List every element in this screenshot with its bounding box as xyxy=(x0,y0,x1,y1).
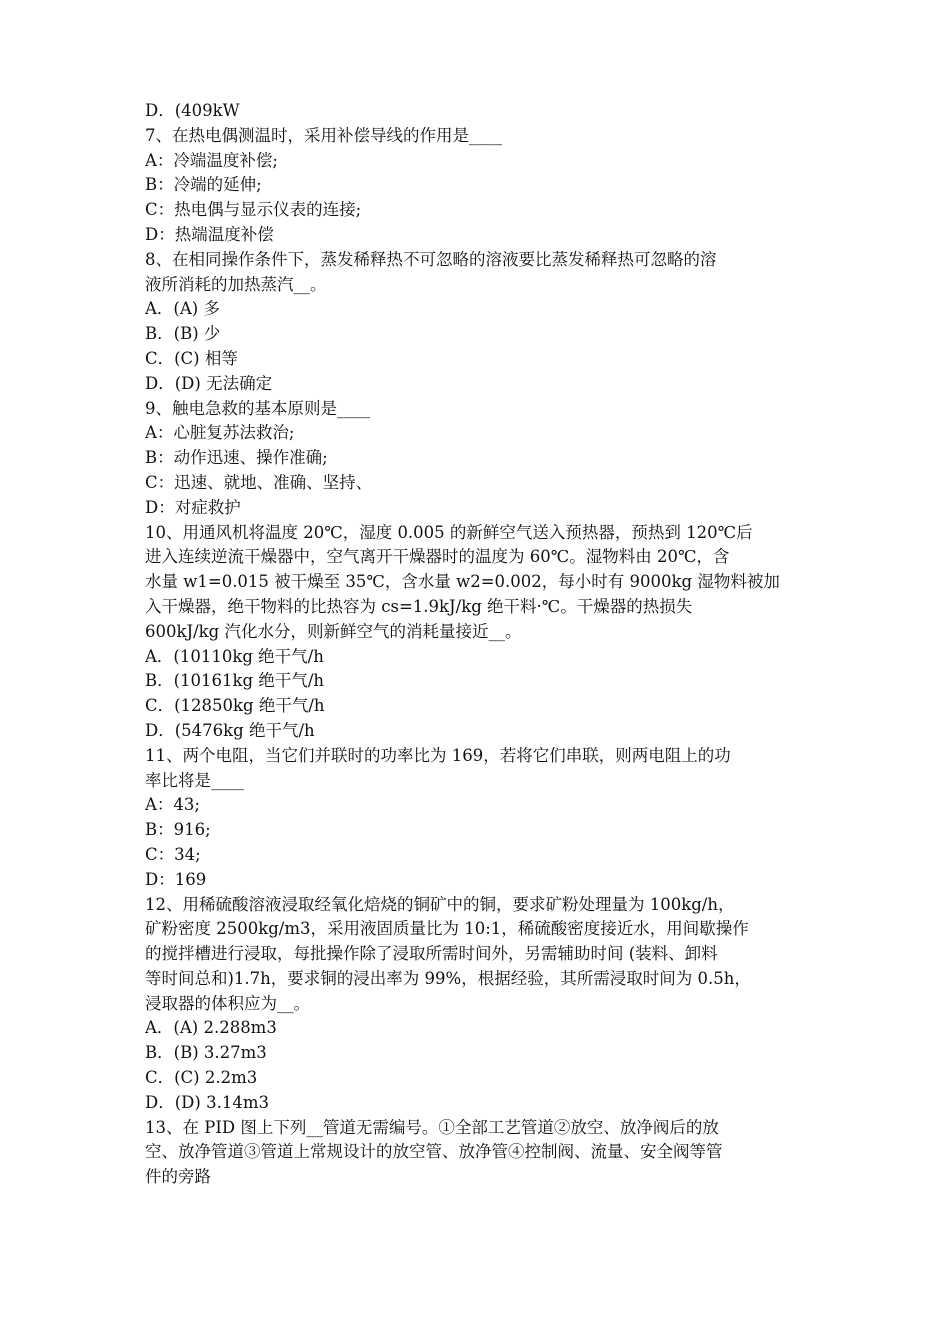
question-12-option-d: D．(D) 3.14m3 xyxy=(145,1092,269,1112)
question-10-option-a: A．(10110kg 绝干气/h xyxy=(145,646,324,666)
question-12-stem: 的搅拌槽进行浸取，每批操作除了浸取所需时间外，另需辅助时间 (装料、卸料 xyxy=(145,944,718,964)
question-10-option-d: D．(5476kg 绝干气/h xyxy=(145,720,315,740)
question-12-stem: 浸取器的体积应为__。 xyxy=(145,993,310,1013)
question-8-stem: 液所消耗的加热蒸汽__。 xyxy=(145,274,327,294)
question-8-option-b: B．(B) 少 xyxy=(145,324,221,344)
question-7-option-d: D：热端温度补偿 xyxy=(145,224,274,244)
question-10-stem: 进入连续逆流干燥器中，空气离开干燥器时的温度为 60℃。湿物料由 20℃，含 xyxy=(145,547,730,567)
question-11-option-d: D：169 xyxy=(145,869,207,889)
question-8-option-d: D．(D) 无法确定 xyxy=(145,373,273,393)
question-7-option-b: B：冷端的延伸; xyxy=(145,175,262,195)
question-10-stem: 600kJ/kg 汽化水分，则新鲜空气的消耗量接近__。 xyxy=(145,621,522,641)
question-10-stem: 水量 w1=0.015 被干燥至 35℃，含水量 w2=0.002，每小时有 9000kg 湿物料被加 xyxy=(145,572,780,592)
question-8-option-c: C．(C) 相等 xyxy=(145,348,238,368)
question-12-stem: 12、用稀硫酸溶液浸取经氧化焙烧的铜矿中的铜，要求矿粉处理量为 100kg/h， xyxy=(145,894,735,914)
question-7-option-a: A：冷端温度补偿; xyxy=(145,150,278,170)
question-12-option-a: A．(A) 2.288m3 xyxy=(145,1018,277,1038)
question-9-option-a: A：心脏复苏法救治; xyxy=(145,423,295,443)
question-13-stem: 件的旁路 xyxy=(145,1167,211,1187)
question-9-option-d: D：对症救护 xyxy=(145,497,241,517)
text-line: D．(409kW xyxy=(145,101,240,120)
question-11-stem: 率比将是____ xyxy=(145,770,244,790)
question-12-stem: 矿粉密度 2500kg/m3，采用液固质量比为 10:1，稀硫酸密度接近水，用间歇操作 xyxy=(145,919,749,939)
question-12-option-b: B．(B) 3.27m3 xyxy=(145,1043,267,1063)
question-11-option-c: C：34; xyxy=(145,844,201,864)
question-10-stem: 入干燥器，绝干物料的比热容为 cs=1.9kJ/kg 绝干料·℃。干燥器的热损失 xyxy=(145,596,693,616)
question-12-option-c: C．(C) 2.2m3 xyxy=(145,1068,258,1088)
question-13-stem: 空、放净管道③管道上常规设计的放空管、放净管④控制阀、流量、安全阀等管 xyxy=(145,1142,723,1162)
question-8-stem: 8、在相同操作条件下，蒸发稀释热不可忽略的溶液要比蒸发稀释热可忽略的溶 xyxy=(145,249,717,269)
question-10-stem: 10、用通风机将温度 20℃，湿度 0.005 的新鲜空气送入预热器，预热到 120℃后 xyxy=(145,522,753,542)
question-13-stem: 13、在 PID 图上下列__管道无需编号。①全部工艺管道②放空、放净阀后的放 xyxy=(145,1117,719,1137)
question-10-option-c: C．(12850kg 绝干气/h xyxy=(145,696,325,716)
question-9-stem: 9、触电急救的基本原则是____ xyxy=(145,398,370,418)
question-10-option-b: B．(10161kg 绝干气/h xyxy=(145,671,325,691)
question-9-option-c: C：迅速、就地、准确、坚持、 xyxy=(145,472,373,492)
question-9-option-b: B：动作迅速、操作准确; xyxy=(145,448,328,468)
question-7-option-c: C：热电偶与显示仪表的连接; xyxy=(145,200,362,220)
question-11-stem: 11、两个电阻，当它们并联时的功率比为 169，若将它们串联，则两电阻上的功 xyxy=(145,745,731,765)
question-12-stem: 等时间总和)1.7h，要求铜的浸出率为 99%，根据经验，其所需浸取时间为 0.5h， xyxy=(145,968,751,988)
question-8-option-a: A．(A) 多 xyxy=(145,299,220,319)
question-7-stem: 7、在热电偶测温时，采用补偿导线的作用是____ xyxy=(145,125,502,145)
question-11-option-b: B：916; xyxy=(145,820,211,840)
question-11-option-a: A：43; xyxy=(145,795,200,815)
document-page xyxy=(145,99,815,1190)
